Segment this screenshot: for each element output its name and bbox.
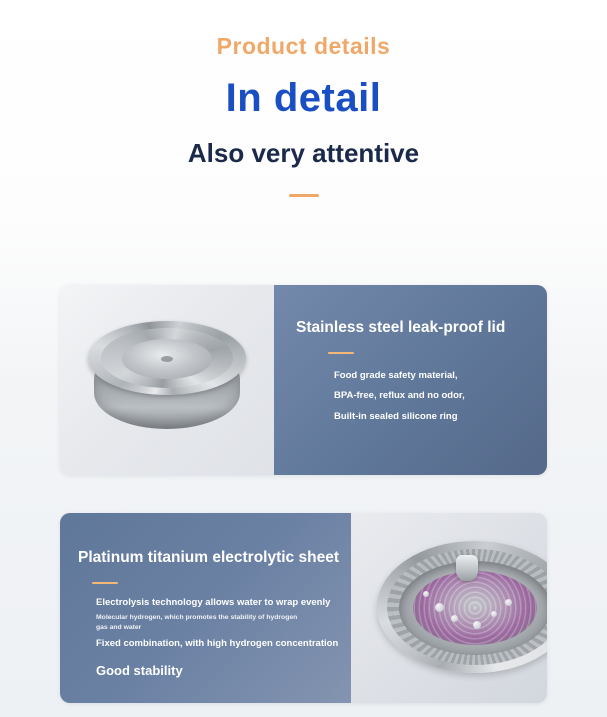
bubble-icon xyxy=(505,599,512,606)
sheet-card-text-inner xyxy=(60,513,351,678)
sheet-card-big-note: Good stability xyxy=(96,662,183,678)
page-subtitle: Also very attentive xyxy=(187,138,420,169)
electrolytic-sheet-photo xyxy=(351,513,547,703)
lid-illustration xyxy=(88,321,246,439)
lid-card-bullets xyxy=(296,366,529,429)
bubble-icon xyxy=(423,591,429,597)
page-title: In detail xyxy=(225,76,382,121)
list-item: Food grade safety material, xyxy=(334,369,458,381)
sheet-card-rule xyxy=(92,582,118,584)
list-item: Electrolysis technology allows water to wrap evenly xyxy=(96,596,331,608)
lid-card xyxy=(60,285,547,475)
page-kicker: Product details xyxy=(216,33,391,59)
electrolytic-sheet-card xyxy=(60,513,547,703)
list-item: Fixed combination, with high hydrogen concentration xyxy=(96,638,339,649)
header-divider-wrap xyxy=(0,194,607,197)
base-illustration xyxy=(377,541,547,691)
lid-card-rule xyxy=(328,352,354,354)
bubble-icon xyxy=(451,615,458,622)
list-item: Built-in sealed silicone ring xyxy=(334,411,458,423)
list-item: BPA-free, reflux and no odor, xyxy=(334,390,465,402)
electrolytic-plate xyxy=(413,571,537,645)
lid-card-title: Stainless steel leak-proof lid xyxy=(296,319,506,336)
sheet-card-bullets-2 xyxy=(78,637,339,657)
header xyxy=(0,0,607,197)
bubble-icon xyxy=(473,621,481,629)
sheet-card-sub-note: Molecular hydrogen, which promotes the stability of hydrogen gas and water xyxy=(96,614,298,632)
lid-card-text-inner xyxy=(274,285,547,428)
lid-card-text-panel xyxy=(274,285,547,475)
sheet-card-text-panel xyxy=(60,513,351,703)
center-post xyxy=(456,555,478,581)
header-divider xyxy=(289,194,319,197)
bubble-icon xyxy=(435,603,444,612)
lid-product-photo xyxy=(60,285,274,475)
sheet-card-title: Platinum titanium electrolytic sheet xyxy=(78,549,339,566)
bubble-icon xyxy=(491,611,497,617)
lid-center-dot xyxy=(161,356,173,362)
